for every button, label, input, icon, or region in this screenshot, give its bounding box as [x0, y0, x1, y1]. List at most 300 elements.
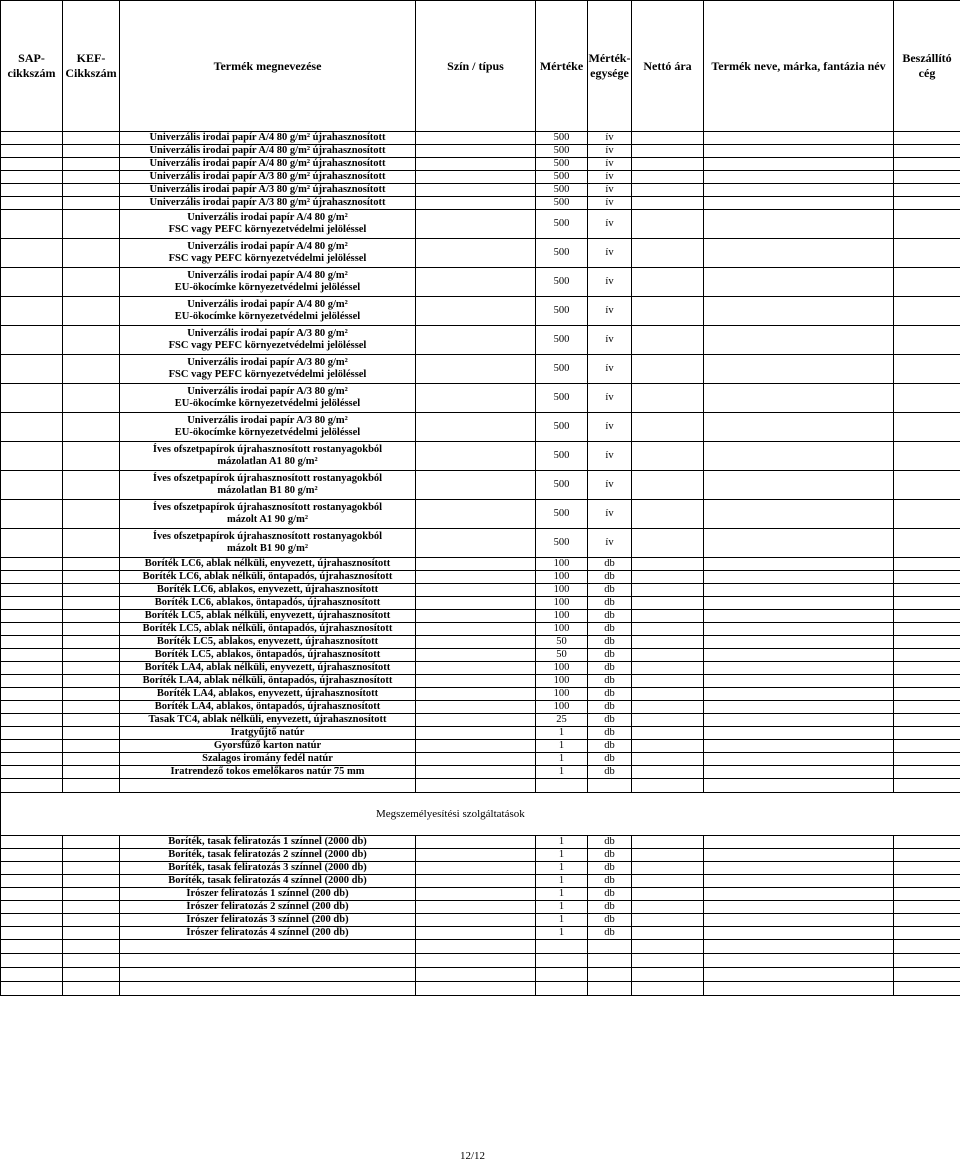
net-price-cell	[632, 636, 704, 649]
empty-cell	[1, 940, 63, 954]
quantity-cell: 500	[536, 158, 588, 171]
header-unit: Mérték- egysége	[588, 1, 632, 132]
unit-cell: ív	[588, 500, 632, 529]
sap-cell	[1, 145, 63, 158]
product-name-cell: Univerzális irodai papír A/4 80 g/m² FSC vagy PEFC környezetvédelmi jelöléssel	[120, 210, 416, 239]
product-name-cell: Univerzális irodai papír A/3 80 g/m² újrahasznosított	[120, 184, 416, 197]
unit-cell: ív	[588, 158, 632, 171]
net-price-cell	[632, 355, 704, 384]
sap-cell	[1, 901, 63, 914]
net-price-cell	[632, 529, 704, 558]
color-type-cell	[416, 753, 536, 766]
unit-cell: db	[588, 649, 632, 662]
net-price-cell	[632, 171, 704, 184]
supplier-cell	[894, 145, 960, 158]
product-name-cell: Univerzális irodai papír A/3 80 g/m² EU-ökocímke környezetvédelmi jelöléssel	[120, 413, 416, 442]
table-row	[1, 197, 960, 210]
empty-row	[1, 779, 960, 793]
quantity-cell: 500	[536, 384, 588, 413]
unit-cell: db	[588, 836, 632, 849]
product-name-cell: Univerzális irodai papír A/4 80 g/m² EU-ökocímke környezetvédelmi jelöléssel	[120, 268, 416, 297]
color-type-cell	[416, 727, 536, 740]
empty-cell	[416, 982, 536, 996]
empty-cell	[120, 779, 416, 793]
table-row	[1, 714, 960, 727]
unit-cell: db	[588, 584, 632, 597]
kef-cell	[63, 384, 120, 413]
empty-cell	[704, 779, 894, 793]
product-name-cell: Gyorsfűző karton natúr	[120, 740, 416, 753]
brand-cell	[704, 529, 894, 558]
sap-cell	[1, 914, 63, 927]
kef-cell	[63, 171, 120, 184]
table-row	[1, 132, 960, 145]
empty-cell	[632, 968, 704, 982]
net-price-cell	[632, 610, 704, 623]
kef-cell	[63, 558, 120, 571]
empty-cell	[120, 982, 416, 996]
empty-cell	[416, 968, 536, 982]
quantity-cell: 1	[536, 927, 588, 940]
empty-cell	[536, 954, 588, 968]
net-price-cell	[632, 413, 704, 442]
net-price-cell	[632, 875, 704, 888]
supplier-cell	[894, 740, 960, 753]
color-type-cell	[416, 862, 536, 875]
empty-cell	[1, 982, 63, 996]
sap-cell	[1, 158, 63, 171]
empty-cell	[536, 968, 588, 982]
quantity-cell: 100	[536, 623, 588, 636]
net-price-cell	[632, 714, 704, 727]
product-name-cell: Írószer feliratozás 3 színnel (200 db)	[120, 914, 416, 927]
sap-cell	[1, 558, 63, 571]
supplier-cell	[894, 888, 960, 901]
table-row	[1, 636, 960, 649]
unit-cell: db	[588, 714, 632, 727]
color-type-cell	[416, 171, 536, 184]
color-type-cell	[416, 584, 536, 597]
quantity-cell: 25	[536, 714, 588, 727]
kef-cell	[63, 753, 120, 766]
unit-cell: ív	[588, 184, 632, 197]
unit-cell: ív	[588, 297, 632, 326]
kef-cell	[63, 849, 120, 862]
table-row	[1, 326, 960, 355]
brand-cell	[704, 636, 894, 649]
quantity-cell: 500	[536, 326, 588, 355]
supplier-cell	[894, 413, 960, 442]
quantity-cell: 100	[536, 675, 588, 688]
unit-cell: db	[588, 558, 632, 571]
unit-cell: db	[588, 662, 632, 675]
sap-cell	[1, 197, 63, 210]
product-name-cell: Iratgyűjtő natúr	[120, 727, 416, 740]
table-row	[1, 836, 960, 849]
table-row	[1, 500, 960, 529]
table-row	[1, 610, 960, 623]
brand-cell	[704, 413, 894, 442]
net-price-cell	[632, 571, 704, 584]
empty-cell	[632, 779, 704, 793]
brand-cell	[704, 326, 894, 355]
brand-cell	[704, 836, 894, 849]
table-row	[1, 753, 960, 766]
unit-cell: db	[588, 701, 632, 714]
empty-row	[1, 940, 960, 954]
table-row	[1, 688, 960, 701]
product-name-cell: Írószer feliratozás 4 színnel (200 db)	[120, 927, 416, 940]
brand-cell	[704, 914, 894, 927]
supplier-cell	[894, 529, 960, 558]
quantity-cell: 50	[536, 636, 588, 649]
empty-cell	[894, 982, 960, 996]
empty-cell	[894, 968, 960, 982]
color-type-cell	[416, 888, 536, 901]
brand-cell	[704, 184, 894, 197]
color-type-cell	[416, 500, 536, 529]
sap-cell	[1, 326, 63, 355]
supplier-cell	[894, 571, 960, 584]
table-row	[1, 766, 960, 779]
table-row	[1, 584, 960, 597]
section-row	[1, 793, 960, 836]
product-name-cell: Boríték LC5, ablakos, öntapadós, újrahasznosított	[120, 649, 416, 662]
quantity-cell: 500	[536, 197, 588, 210]
quantity-cell: 100	[536, 597, 588, 610]
kef-cell	[63, 675, 120, 688]
unit-cell: db	[588, 766, 632, 779]
brand-cell	[704, 471, 894, 500]
product-name-cell: Iratrendező tokos emelőkaros natúr 75 mm	[120, 766, 416, 779]
product-name-cell: Írószer feliratozás 2 színnel (200 db)	[120, 901, 416, 914]
table-row	[1, 471, 960, 500]
net-price-cell	[632, 384, 704, 413]
table-row	[1, 740, 960, 753]
brand-cell	[704, 875, 894, 888]
kef-cell	[63, 688, 120, 701]
empty-row	[1, 968, 960, 982]
brand-cell	[704, 727, 894, 740]
unit-cell: db	[588, 753, 632, 766]
table-row	[1, 849, 960, 862]
quantity-cell: 50	[536, 649, 588, 662]
net-price-cell	[632, 558, 704, 571]
table-row	[1, 701, 960, 714]
net-price-cell	[632, 623, 704, 636]
brand-cell	[704, 862, 894, 875]
supplier-cell	[894, 753, 960, 766]
supplier-cell	[894, 901, 960, 914]
supplier-cell	[894, 171, 960, 184]
net-price-cell	[632, 158, 704, 171]
quantity-cell: 500	[536, 239, 588, 268]
supplier-cell	[894, 714, 960, 727]
product-name-cell: Tasak TC4, ablak nélküli, enyvezett, újrahasznosított	[120, 714, 416, 727]
supplier-cell	[894, 862, 960, 875]
supplier-cell	[894, 355, 960, 384]
net-price-cell	[632, 649, 704, 662]
empty-cell	[588, 982, 632, 996]
color-type-cell	[416, 158, 536, 171]
brand-cell	[704, 740, 894, 753]
empty-cell	[63, 940, 120, 954]
empty-cell	[704, 954, 894, 968]
sap-cell	[1, 675, 63, 688]
kef-cell	[63, 862, 120, 875]
product-name-cell: Boríték LC5, ablak nélküli, enyvezett, újrahasznosított	[120, 610, 416, 623]
brand-cell	[704, 132, 894, 145]
product-name-cell: Boríték, tasak feliratozás 1 színnel (2000 db)	[120, 836, 416, 849]
kef-cell	[63, 836, 120, 849]
unit-cell: db	[588, 849, 632, 862]
table-row	[1, 727, 960, 740]
unit-cell: ív	[588, 326, 632, 355]
quantity-cell: 500	[536, 413, 588, 442]
product-name-cell: Boríték LC5, ablakos, enyvezett, újrahasznosított	[120, 636, 416, 649]
supplier-cell	[894, 158, 960, 171]
empty-cell	[1, 954, 63, 968]
supplier-cell	[894, 197, 960, 210]
empty-row	[1, 954, 960, 968]
supplier-cell	[894, 662, 960, 675]
sap-cell	[1, 442, 63, 471]
product-name-cell: Univerzális irodai papír A/3 80 g/m² újrahasznosított	[120, 197, 416, 210]
table-row	[1, 158, 960, 171]
color-type-cell	[416, 268, 536, 297]
quantity-cell: 500	[536, 132, 588, 145]
product-name-cell: Univerzális irodai papír A/3 80 g/m² EU-ökocímke környezetvédelmi jelöléssel	[120, 384, 416, 413]
supplier-cell	[894, 727, 960, 740]
net-price-cell	[632, 442, 704, 471]
brand-cell	[704, 571, 894, 584]
unit-cell: db	[588, 888, 632, 901]
quantity-cell: 100	[536, 610, 588, 623]
table-row	[1, 529, 960, 558]
sap-cell	[1, 888, 63, 901]
quantity-cell: 1	[536, 901, 588, 914]
product-name-cell: Univerzális irodai papír A/4 80 g/m² újrahasznosított	[120, 145, 416, 158]
quantity-cell: 1	[536, 849, 588, 862]
quantity-cell: 100	[536, 662, 588, 675]
table-row	[1, 914, 960, 927]
sap-cell	[1, 766, 63, 779]
brand-cell	[704, 500, 894, 529]
sap-cell	[1, 727, 63, 740]
product-name-cell: Univerzális irodai papír A/4 80 g/m² újrahasznosított	[120, 132, 416, 145]
sap-cell	[1, 849, 63, 862]
supplier-cell	[894, 623, 960, 636]
net-price-cell	[632, 584, 704, 597]
product-name-cell: Íves ofszetpapírok újrahasznosított rostanyagokból mázolt A1 90 g/m²	[120, 500, 416, 529]
header-row	[1, 1, 960, 132]
table-row	[1, 355, 960, 384]
brand-cell	[704, 753, 894, 766]
color-type-cell	[416, 355, 536, 384]
unit-cell: db	[588, 901, 632, 914]
empty-cell	[416, 954, 536, 968]
supplier-cell	[894, 927, 960, 940]
kef-cell	[63, 927, 120, 940]
supplier-cell	[894, 849, 960, 862]
supplier-cell	[894, 675, 960, 688]
net-price-cell	[632, 675, 704, 688]
color-type-cell	[416, 210, 536, 239]
supplier-cell	[894, 914, 960, 927]
color-type-cell	[416, 597, 536, 610]
unit-cell: db	[588, 875, 632, 888]
unit-cell: ív	[588, 355, 632, 384]
header-color-type: Szín / típus	[416, 1, 536, 132]
table-row	[1, 571, 960, 584]
header-product-name: Termék megnevezése	[120, 1, 416, 132]
sap-cell	[1, 753, 63, 766]
table-row	[1, 888, 960, 901]
kef-cell	[63, 500, 120, 529]
product-name-cell: Boríték LC6, ablakos, enyvezett, újrahasznosított	[120, 584, 416, 597]
sap-cell	[1, 875, 63, 888]
kef-cell	[63, 649, 120, 662]
kef-cell	[63, 623, 120, 636]
sap-cell	[1, 623, 63, 636]
empty-cell	[120, 968, 416, 982]
kef-cell	[63, 268, 120, 297]
sap-cell	[1, 500, 63, 529]
kef-cell	[63, 662, 120, 675]
net-price-cell	[632, 901, 704, 914]
empty-cell	[894, 954, 960, 968]
unit-cell: ív	[588, 132, 632, 145]
supplier-cell	[894, 610, 960, 623]
quantity-cell: 1	[536, 862, 588, 875]
kef-cell	[63, 636, 120, 649]
brand-cell	[704, 610, 894, 623]
unit-cell: ív	[588, 197, 632, 210]
sap-cell	[1, 171, 63, 184]
empty-cell	[704, 940, 894, 954]
color-type-cell	[416, 875, 536, 888]
unit-cell: ív	[588, 171, 632, 184]
color-type-cell	[416, 636, 536, 649]
product-name-cell: Boríték, tasak feliratozás 4 színnel (2000 db)	[120, 875, 416, 888]
product-name-cell: Íves ofszetpapírok újrahasznosított rostanyagokból mázolatlan A1 80 g/m²	[120, 442, 416, 471]
unit-cell: ív	[588, 145, 632, 158]
empty-cell	[416, 940, 536, 954]
sap-cell	[1, 701, 63, 714]
kef-cell	[63, 326, 120, 355]
brand-cell	[704, 297, 894, 326]
table-row	[1, 649, 960, 662]
unit-cell: ív	[588, 471, 632, 500]
supplier-cell	[894, 384, 960, 413]
kef-cell	[63, 714, 120, 727]
color-type-cell	[416, 571, 536, 584]
brand-cell	[704, 901, 894, 914]
kef-cell	[63, 727, 120, 740]
net-price-cell	[632, 197, 704, 210]
net-price-cell	[632, 471, 704, 500]
sap-cell	[1, 714, 63, 727]
quantity-cell: 1	[536, 836, 588, 849]
brand-cell	[704, 662, 894, 675]
sap-cell	[1, 132, 63, 145]
supplier-cell	[894, 239, 960, 268]
sap-cell	[1, 610, 63, 623]
kef-cell	[63, 413, 120, 442]
quantity-cell: 500	[536, 500, 588, 529]
empty-cell	[704, 968, 894, 982]
header-kef: KEF- Cikkszám	[63, 1, 120, 132]
product-name-cell: Boríték LA4, ablakos, enyvezett, újrahasznosított	[120, 688, 416, 701]
net-price-cell	[632, 210, 704, 239]
quantity-cell: 100	[536, 558, 588, 571]
quantity-cell: 500	[536, 210, 588, 239]
quantity-cell: 100	[536, 571, 588, 584]
sap-cell	[1, 239, 63, 268]
empty-cell	[632, 982, 704, 996]
unit-cell: ív	[588, 529, 632, 558]
color-type-cell	[416, 297, 536, 326]
brand-cell	[704, 384, 894, 413]
sap-cell	[1, 471, 63, 500]
kef-cell	[63, 471, 120, 500]
supplier-cell	[894, 597, 960, 610]
color-type-cell	[416, 675, 536, 688]
sap-cell	[1, 355, 63, 384]
sap-cell	[1, 571, 63, 584]
empty-cell	[120, 954, 416, 968]
table-row	[1, 210, 960, 239]
supplier-cell	[894, 471, 960, 500]
kef-cell	[63, 701, 120, 714]
empty-cell	[894, 779, 960, 793]
supplier-cell	[894, 836, 960, 849]
header-brand: Termék neve, márka, fantázia név	[704, 1, 894, 132]
product-name-cell: Íves ofszetpapírok újrahasznosított rostanyagokból mázolt B1 90 g/m²	[120, 529, 416, 558]
empty-cell	[588, 779, 632, 793]
net-price-cell	[632, 862, 704, 875]
supplier-cell	[894, 442, 960, 471]
sap-cell	[1, 268, 63, 297]
color-type-cell	[416, 471, 536, 500]
kef-cell	[63, 297, 120, 326]
net-price-cell	[632, 836, 704, 849]
quantity-cell: 500	[536, 355, 588, 384]
color-type-cell	[416, 662, 536, 675]
net-price-cell	[632, 145, 704, 158]
empty-cell	[120, 940, 416, 954]
product-name-cell: Boríték LA4, ablak nélküli, enyvezett, újrahasznosított	[120, 662, 416, 675]
color-type-cell	[416, 623, 536, 636]
empty-cell	[894, 940, 960, 954]
net-price-cell	[632, 326, 704, 355]
empty-cell	[536, 779, 588, 793]
color-type-cell	[416, 649, 536, 662]
table-row	[1, 145, 960, 158]
quantity-cell: 500	[536, 145, 588, 158]
net-price-cell	[632, 740, 704, 753]
unit-cell: db	[588, 740, 632, 753]
kef-cell	[63, 239, 120, 268]
product-name-cell: Boríték, tasak feliratozás 2 színnel (2000 db)	[120, 849, 416, 862]
product-name-cell: Írószer feliratozás 1 színnel (200 db)	[120, 888, 416, 901]
sap-cell	[1, 927, 63, 940]
color-type-cell	[416, 914, 536, 927]
brand-cell	[704, 766, 894, 779]
unit-cell: db	[588, 727, 632, 740]
sap-cell	[1, 529, 63, 558]
color-type-cell	[416, 529, 536, 558]
